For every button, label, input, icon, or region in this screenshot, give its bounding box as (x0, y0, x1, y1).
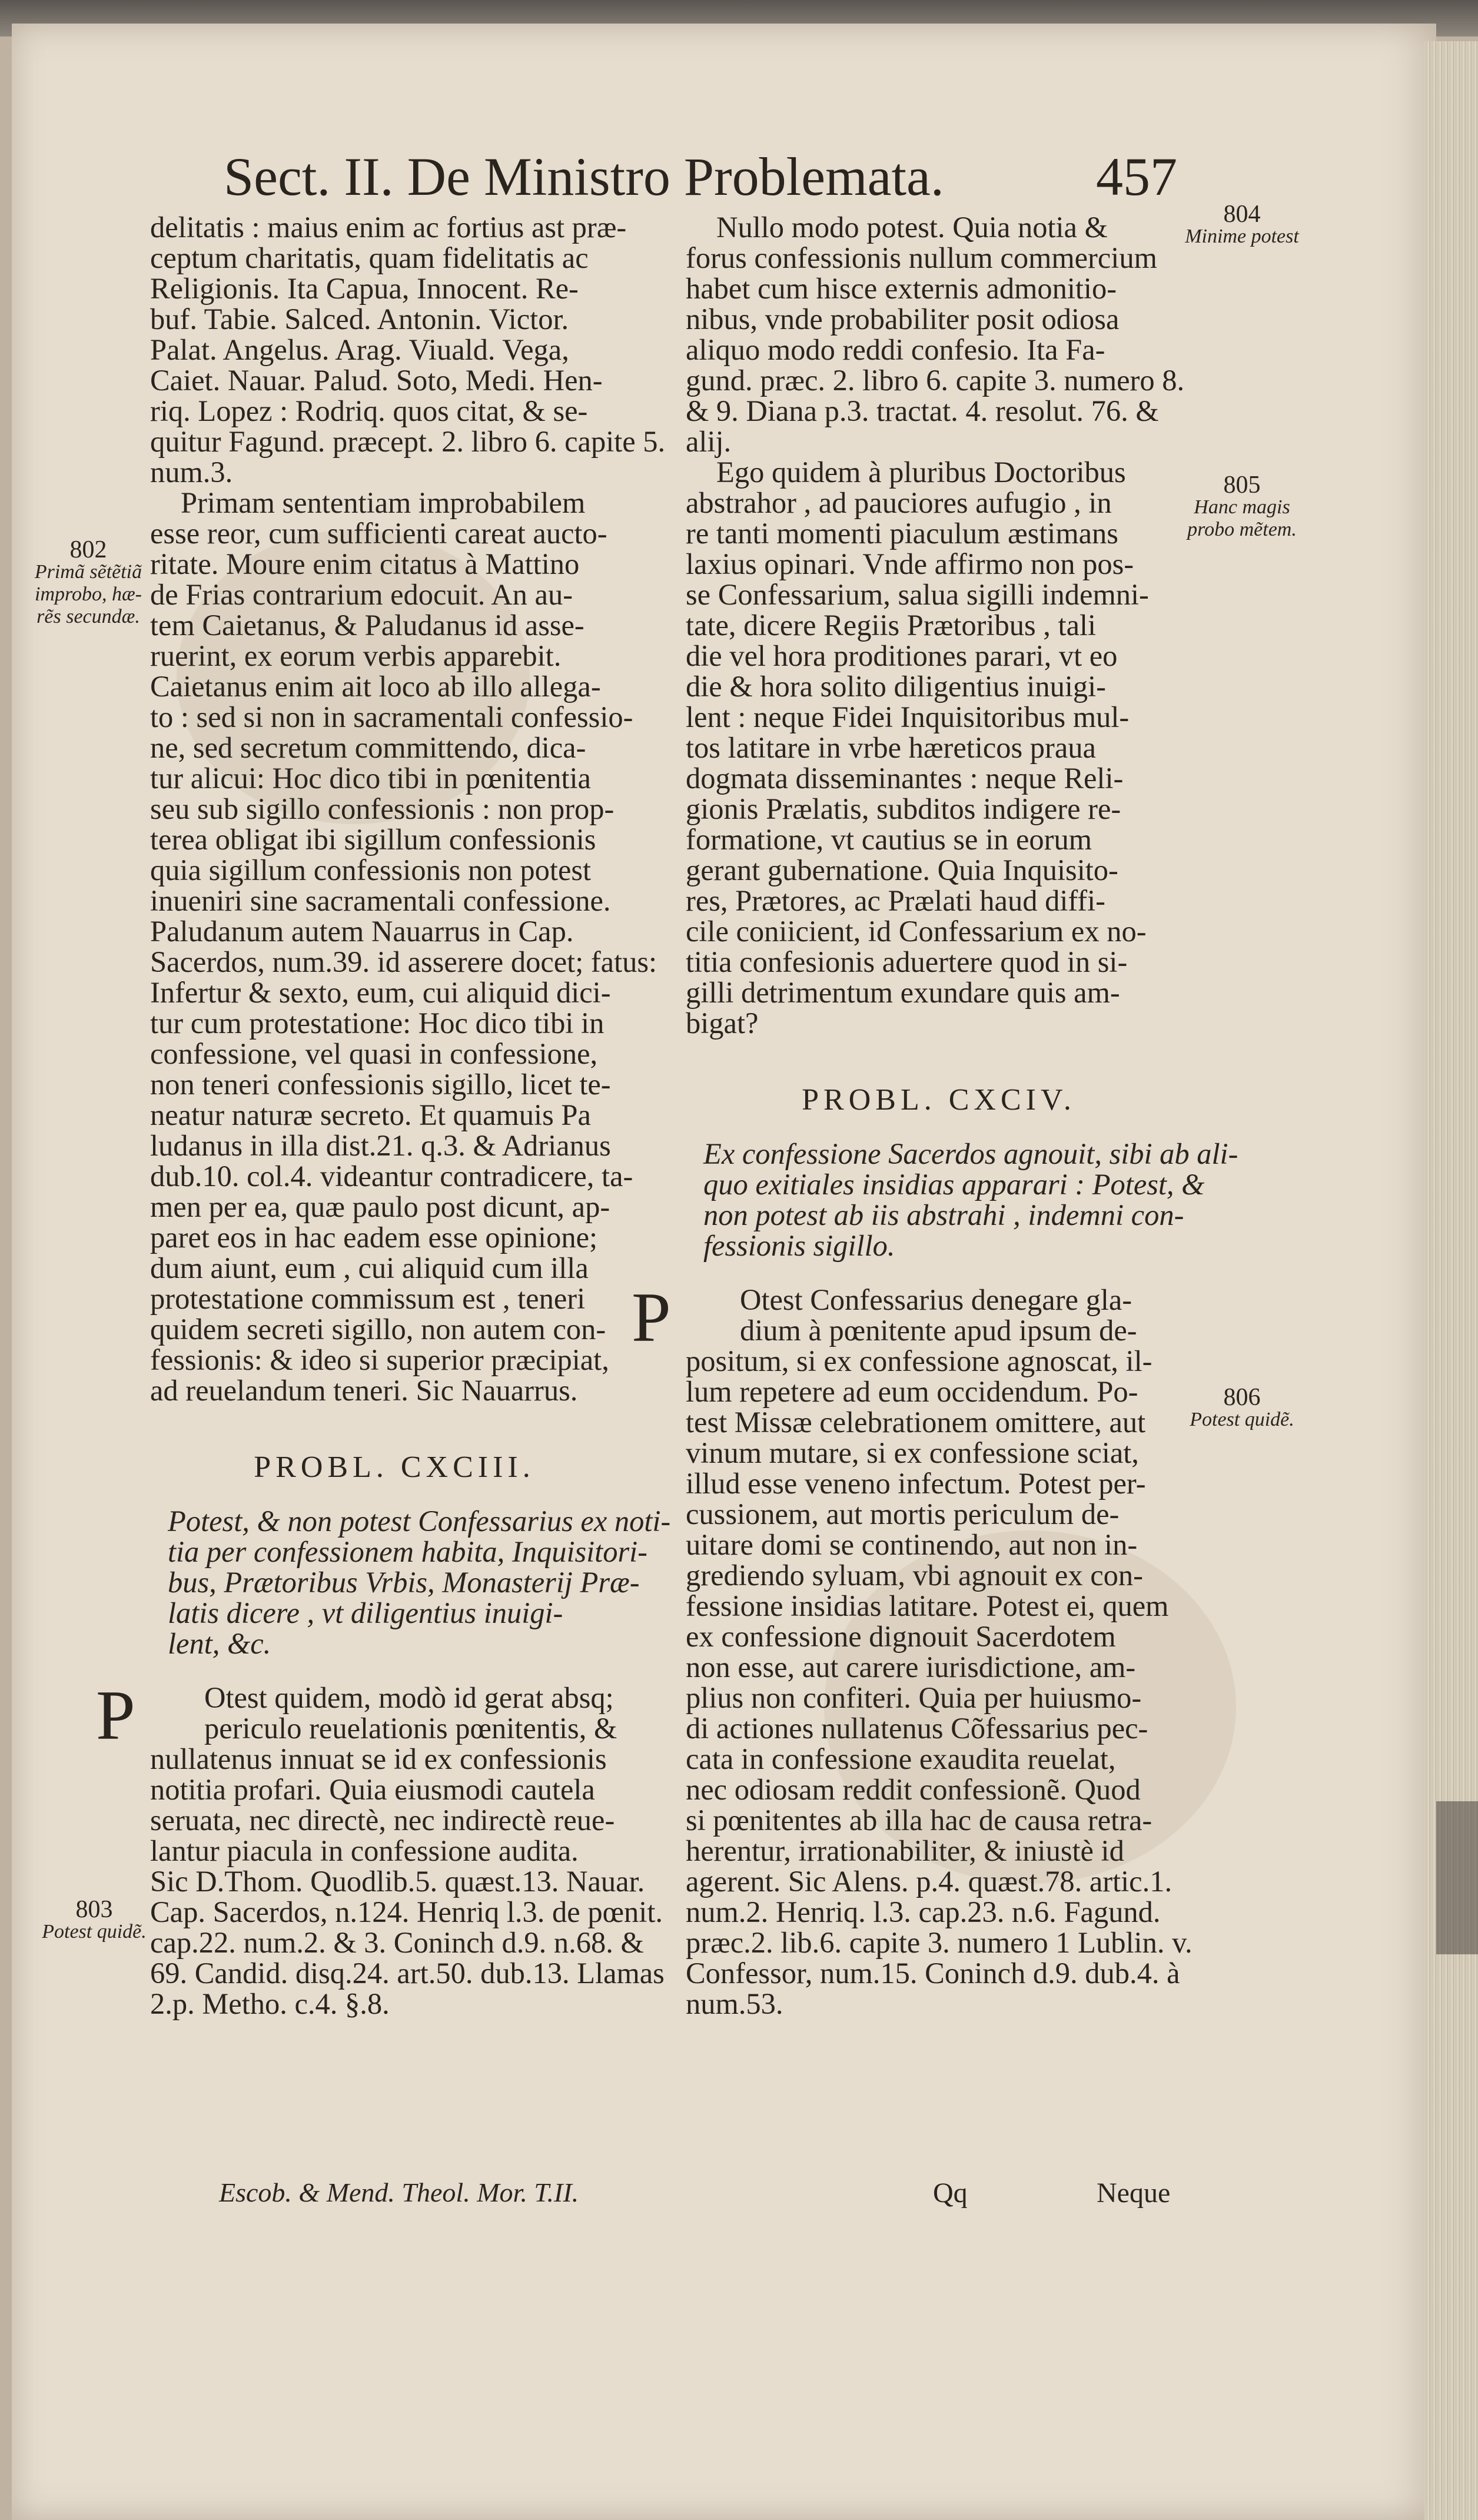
text-line: forus confessionis nullum commercium (686, 241, 1157, 274)
text-line: & 9. Diana p.3. tractat. 4. resolut. 76. & (686, 394, 1159, 427)
text-line: præc.2. lib.6. capite 3. numero 1 Lublin. v. (686, 1926, 1193, 1959)
margin-text: Potest quidẽ. (1190, 1409, 1294, 1430)
text-line: num.3. (150, 456, 233, 489)
text-line: Caiet. Nauar. Palud. Soto, Medi. Hen- (150, 364, 603, 397)
text-line: lent, &c. (168, 1627, 271, 1660)
text-line: Caietanus enim ait loco ab illo allega- (150, 670, 601, 703)
paragraph-804 (686, 212, 1192, 457)
text-line: dum aiunt, eum , cui aliquid cum illa (150, 1251, 589, 1284)
margin-number: 802 (69, 536, 107, 563)
text-line: cata in confessione exaudita reuelat, (686, 1742, 1116, 1775)
text-line: gilli detrimentum exundare quis am- (686, 976, 1120, 1009)
text-line: confessione, vel quasi in confessione, (150, 1037, 598, 1070)
text-line: illud esse veneno infectum. Potest per- (686, 1467, 1146, 1500)
text-line: grediendo syluam, vbi agnouit ex con- (686, 1559, 1143, 1592)
text-line: esse reor, cum sufficienti careat aucto- (150, 517, 607, 550)
text-line: aliquo modo reddi confesio. Ita Fa- (686, 333, 1105, 366)
margin-text: probo mẽtem. (1187, 519, 1297, 540)
text-line: die vel hora proditiones parari, vt eo (686, 639, 1118, 672)
text-line: bus, Prætoribus Vrbis, Monasterij Præ- (168, 1566, 640, 1599)
page-edge-shadow (1436, 1801, 1478, 1954)
text-line: neatur naturæ secreto. Et quamuis Pa (150, 1098, 591, 1131)
text-line: delitatis : maius enim ac fortius ast præ- (150, 211, 627, 244)
text-line: dogmata disseminantes : neque Reli- (686, 762, 1124, 795)
text-line: nec odiosam reddit confessionẽ. Quod (686, 1773, 1141, 1806)
text-line: ad reuelandum teneri. Sic Nauarrus. (150, 1374, 578, 1407)
margin-number: 803 (75, 1896, 113, 1923)
text-line: seruata, nec directè, nec indirectè reue- (150, 1804, 615, 1837)
text-line: ludanus in illa dist.21. q.3. & Adrianus (150, 1129, 611, 1162)
text-line: ex confessione dignouit Sacerdotem (686, 1620, 1116, 1653)
text-line: vinum mutare, si ex confessione sciat, (686, 1436, 1139, 1469)
text-line: Potest, & non potest Confessarius ex noti- (168, 1505, 671, 1538)
text-line: paret eos in hac eadem esse opinione; (150, 1221, 598, 1254)
margin-note-805 (1171, 474, 1313, 541)
margin-note-806 (1171, 1386, 1313, 1431)
text-line: fessionis: & ideo si superior præcipiat, (150, 1343, 609, 1376)
text-line: tur alicui: Hoc dico tibi in pœnitentia (150, 762, 591, 795)
problem-heading-cxciii: PROBL. CXCIII. (254, 1450, 535, 1484)
margin-text: Hanc magis (1194, 496, 1290, 518)
text-line: latis dicere , vt diligentius inuigi- (168, 1596, 563, 1629)
text-line: num.53. (686, 1987, 783, 2020)
text-line: Palat. Angelus. Arag. Viuald. Vega, (150, 333, 569, 366)
drop-cap: P (632, 1278, 671, 1356)
margin-number: 804 (1223, 201, 1261, 228)
text-line: to : sed si non in sacramentali confessio- (150, 700, 633, 733)
text-line: tos latitare in vrbe hæreticos praua (686, 731, 1096, 764)
text-line: Ex confessione Sacerdos agnouit, sibi ab ali- (703, 1137, 1238, 1170)
text-line: re tanti momenti piaculum æstimans (686, 517, 1118, 550)
page-edges (1424, 41, 1478, 2520)
margin-number: 805 (1223, 472, 1261, 499)
text-line: gund. præc. 2. libro 6. capite 3. numero 8. (686, 364, 1185, 397)
text-line: herentur, irrationabiliter, & iniustè id (686, 1834, 1124, 1867)
catchword: Neque (1097, 2177, 1171, 2209)
text-line: inueniri sine sacramentali confessione. (150, 884, 611, 917)
text-line: Sacerdos, num.39. id asserere docet; fatus: (150, 945, 657, 978)
margin-text: Minime potest (1185, 225, 1299, 247)
text-line: non potest ab iis abstrahi , indemni con- (703, 1198, 1184, 1231)
text-line: positum, si ex confessione agnoscat, il- (686, 1344, 1152, 1377)
text-line: seu sub sigillo confessionis : non prop- (150, 792, 615, 825)
text-line: die & hora solito diligentius inuigi- (686, 670, 1106, 703)
intro-paragraph (150, 211, 666, 489)
text-line-content: Otest quidem, modò id gerat absq; (204, 1681, 614, 1714)
text-line: lum repetere ad eum occidendum. Po- (686, 1375, 1138, 1408)
text-line: ne, sed secretum committendo, dica- (150, 731, 586, 764)
margin-note-802 (24, 536, 153, 628)
text-line: Paludanum autem Nauarrus in Cap. (150, 915, 574, 948)
text-line: Nullo modo potest. Quia notia & (716, 211, 1108, 244)
text-line: buf. Tabie. Salced. Antonin. Victor. (150, 303, 569, 336)
text-line: cile coniicient, id Confessarium ex no- (686, 915, 1147, 948)
text-line: quidem secreti sigillo, non autem con- (150, 1313, 606, 1346)
text-line: de Frias contrarium edocuit. An au- (150, 578, 573, 611)
margin-note-803 (35, 1898, 153, 1943)
drop-cap: P (96, 1676, 135, 1754)
text-line-content: Otest Confessarius denegare gla- (740, 1283, 1132, 1316)
text-line: nullatenus innuat se id ex confessionis (150, 1742, 607, 1775)
text-line: notitia profari. Quia eiusmodi cautela (150, 1773, 595, 1806)
text-line: test Missæ celebrationem omittere, aut (686, 1406, 1146, 1439)
text-line: titia confesionis aduertere quod in si- (686, 945, 1128, 978)
text-line: si pœnitentes ab illa hac de causa retra- (686, 1804, 1152, 1837)
paragraph-803 (96, 1676, 665, 2020)
text-line: tia per confessionem habita, Inquisitori- (168, 1535, 647, 1568)
paragraph-806 (632, 1278, 1193, 2020)
text-line: uitare domi se continendo, aut non in- (686, 1528, 1138, 1561)
margin-number: 806 (1223, 1384, 1261, 1411)
header-title: Sect. II. De Ministro Problemata. (224, 147, 944, 207)
text-line: Primam sententiam improbabilem (181, 486, 586, 519)
text-line: quo exitiales insidias apparari : Potest, & (703, 1168, 1205, 1201)
text-line: tem Caietanus, & Paludanus id asse- (150, 609, 584, 642)
margin-note-804 (1171, 203, 1313, 248)
text-line: se Confessarium, salua sigilli indemni- (686, 578, 1149, 611)
text-line: ruerint, ex eorum verbis apparebit. (150, 639, 562, 672)
text-line: quia sigillum confessionis non potest (150, 854, 592, 887)
signature-mark: Qq (933, 2177, 968, 2209)
text-line: fessione insidias latitare. Potest ei, quem (686, 1589, 1169, 1622)
problem-heading-cxciv: PROBL. CXCIV. (802, 1083, 1076, 1117)
text-line: gionis Prælatis, subditos indigere re- (686, 792, 1121, 825)
text-line: alij. (686, 425, 732, 458)
text-line: laxius opinari. Vnde affirmo non pos- (686, 547, 1134, 580)
text-line: ritate. Moure enim citatus à Mattino (150, 547, 580, 580)
text-line: abstrahor , ad pauciores aufugio , in (686, 486, 1112, 519)
text-line: 69. Candid. disq.24. art.50. dub.13. Llamas (150, 1957, 665, 1990)
text-line: gerant gubernatione. Quia Inquisito- (686, 854, 1118, 887)
problem-statement-cxciv (686, 1137, 1238, 1262)
text-line: formatione, vt cautius se in eorum (686, 823, 1092, 856)
text-line: plius non confiteri. Quia per huiusmo- (686, 1681, 1142, 1714)
paragraph-802 (150, 486, 657, 1407)
problem-statement-cxciii (150, 1505, 671, 1660)
text-line: lantur piacula in confessione audita. (150, 1834, 579, 1867)
page-number: 457 (1096, 147, 1177, 207)
margin-text: rẽs secundæ. (36, 606, 140, 627)
text-line: ceptum charitatis, quam fidelitatis ac (150, 241, 589, 274)
running-header (224, 138, 1177, 215)
text-line: non esse, aut carere iurisdictione, am- (686, 1651, 1136, 1684)
left-column (96, 211, 671, 2020)
text-line: dium à pœnitente apud ipsum de- (740, 1314, 1137, 1347)
right-column (632, 211, 1238, 2020)
text-line: cussionem, aut mortis periculum de- (686, 1498, 1120, 1530)
text-line: tate, dicere Regiis Prætoribus , tali (686, 609, 1097, 642)
text-line: Religionis. Ita Capua, Innocent. Re- (150, 272, 579, 305)
text-line: dub.10. col.4. videantur contradicere, ta- (150, 1160, 633, 1193)
text-line: 2.p. Metho. c.4. §.8. (150, 1987, 390, 2020)
text-line: terea obligat ibi sigillum confessionis (150, 823, 596, 856)
text-line: non teneri confessionis sigillo, licet te- (150, 1068, 611, 1101)
text-line: fessionis sigillo. (703, 1229, 895, 1262)
text-line: tur cum protestatione: Hoc dico tibi in (150, 1007, 605, 1040)
text-line: res, Prætores, ac Prælati haud diffi- (686, 884, 1105, 917)
text-line: quitur Fagund. præcept. 2. libro 6. capite 5. (150, 425, 666, 458)
text-line: habet cum hisce externis admonitio- (686, 272, 1117, 305)
text-line: protestatione commissum est , teneri (150, 1282, 586, 1315)
text-line: num.2. Henriq. l.3. cap.23. n.6. Fagund. (686, 1895, 1161, 1928)
text-line: Confessor, num.15. Coninch d.9. dub.4. à (686, 1957, 1180, 1990)
text-line: cap.22. num.2. & 3. Coninch d.9. n.68. & (150, 1926, 644, 1959)
margin-text: Potest quidẽ. (42, 1921, 147, 1943)
text-line: Cap. Sacerdos, n.124. Henriq l.3. de pœnit. (150, 1895, 663, 1928)
margin-text: improbo, hæ- (35, 583, 142, 605)
text-line: nibus, vnde probabiliter posit odiosa (686, 303, 1120, 336)
text-line: di actiones nullatenus Cõfessarius pec- (686, 1712, 1148, 1745)
footer-signature-line: Escob. & Mend. Theol. Mor. T.II. (219, 2177, 579, 2207)
text-line: bigat? (686, 1007, 759, 1040)
text-line: Ego quidem à pluribus Doctoribus (716, 456, 1126, 489)
paragraph-805 (686, 457, 1192, 1038)
text-line: lent : neque Fidei Inquisitoribus mul- (686, 700, 1130, 733)
text-line: riq. Lopez : Rodriq. quos citat, & se- (150, 394, 588, 427)
text-line: periculo reuelationis pœnitentis, & (204, 1712, 617, 1745)
text-line: Infertur & sexto, eum, cui aliquid dici- (150, 976, 611, 1009)
text-line: agerent. Sic Alens. p.4. quæst.78. artic.1. (686, 1865, 1173, 1898)
text-line: men per ea, quæ paulo post dicunt, ap- (150, 1190, 610, 1223)
text-line: Sic D.Thom. Quodlib.5. quæst.13. Nauar. (150, 1865, 645, 1898)
margin-text: Primã sẽtẽtiã (34, 561, 142, 583)
